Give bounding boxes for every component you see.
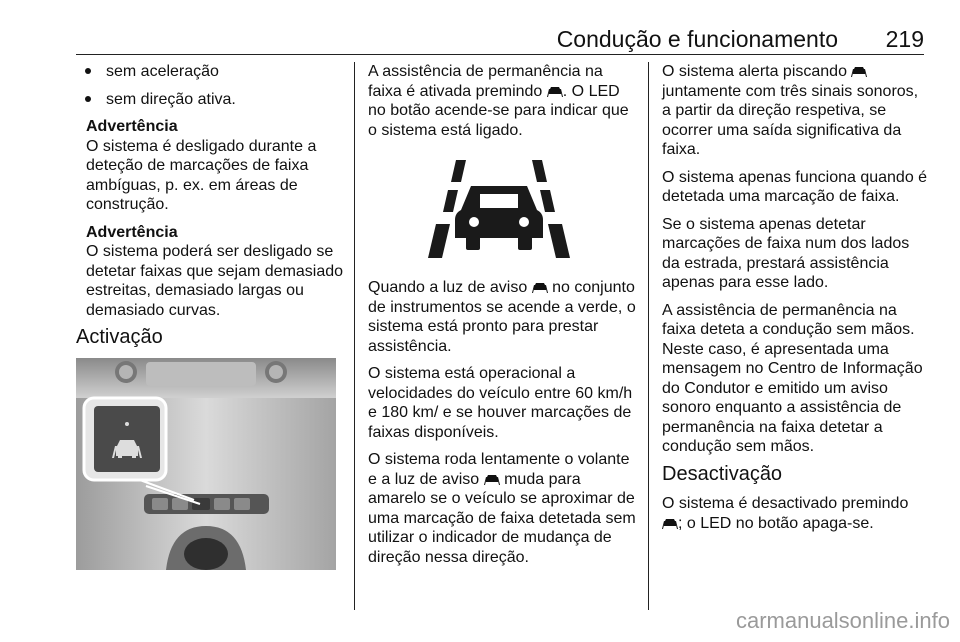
page-header: [76, 22, 924, 55]
lane-assist-icon: [547, 84, 563, 97]
column-middle: [368, 62, 636, 575]
paragraph: Se o sistema apenas detetar marcações de faixa num dos lados da estrada, prestará assistência apenas para esse lado.: [662, 215, 910, 291]
warning-text: O sistema é desligado durante a deteção de marcações de faixa ambíguas, p. ex. em áreas de construção.: [86, 137, 317, 213]
section-title: Condução e funcionamento: [556, 26, 838, 52]
warning-title: Advertência: [86, 223, 178, 241]
watermark: carmanualsonline.info: [735, 608, 950, 633]
warning-text: O sistema poderá ser desligado se detetar faixas que sejam demasiado estreitas, demasiado largas ou demasiado curvas.: [86, 243, 344, 319]
paragraph: A assistência de permanência na faixa deteta a condução sem mãos. Neste caso, é apresentada uma mensagem no Centro de Informação do Condutor e emitido um aviso sonoro enquanto a assistência de permanência na faixa detetar a condução sem mãos.: [662, 301, 923, 455]
lane-assist-icon: [662, 516, 678, 529]
warning-block: [76, 117, 348, 215]
paragraph: Quando a luz de aviso no conjunto de instrumentos se acende a verde, o sistema está pronto para prestar assistência.: [368, 279, 636, 355]
bullet-list: [76, 62, 348, 109]
column-divider: [354, 62, 355, 610]
paragraph: O sistema é desactivado premindo ; o LED no botão apaga-se.: [662, 495, 909, 532]
page-number: 219: [885, 26, 924, 52]
list-item: sem direção ativa.: [76, 90, 348, 110]
lane-assist-icon: [851, 64, 867, 77]
lane-assist-icon: [532, 280, 548, 293]
warning-title: Advertência: [86, 118, 178, 135]
warning-block: [76, 223, 348, 321]
column-divider: [648, 62, 649, 610]
console-photo: [76, 358, 336, 570]
paragraph: O sistema roda lentamente o volante e a luz de aviso muda para amarelo se o veículo se aproximar de uma marcação de faixa detetada sem utilizar o indicador de mudança de direção nessa direção.: [368, 451, 636, 566]
paragraph: O sistema apenas funciona quando é detetada uma marcação de faixa.: [662, 168, 928, 205]
paragraph: O sistema está operacional a velocidades do veículo entre 60 km/h e 180 km/ e se houver marcações de faixas disponíveis.: [368, 365, 633, 441]
list-item: sem aceleração: [76, 62, 348, 82]
paragraph: O sistema alerta piscando juntamente com três sinais sonoros, a partir da direção respetiva, se ocorrer uma saída significativa da faixa.: [662, 63, 919, 158]
lane-assist-icon: [484, 472, 500, 485]
section-heading: Desactivação: [662, 462, 783, 485]
lane-assist-symbol-figure: [368, 154, 630, 260]
column-left: [76, 62, 348, 570]
column-right: [662, 62, 928, 541]
paragraph: A assistência de permanência na faixa é ativada premindo . O LED no botão acende-se para indicar que o sistema está ligado.: [368, 63, 629, 139]
section-heading: Activação: [76, 326, 163, 348]
